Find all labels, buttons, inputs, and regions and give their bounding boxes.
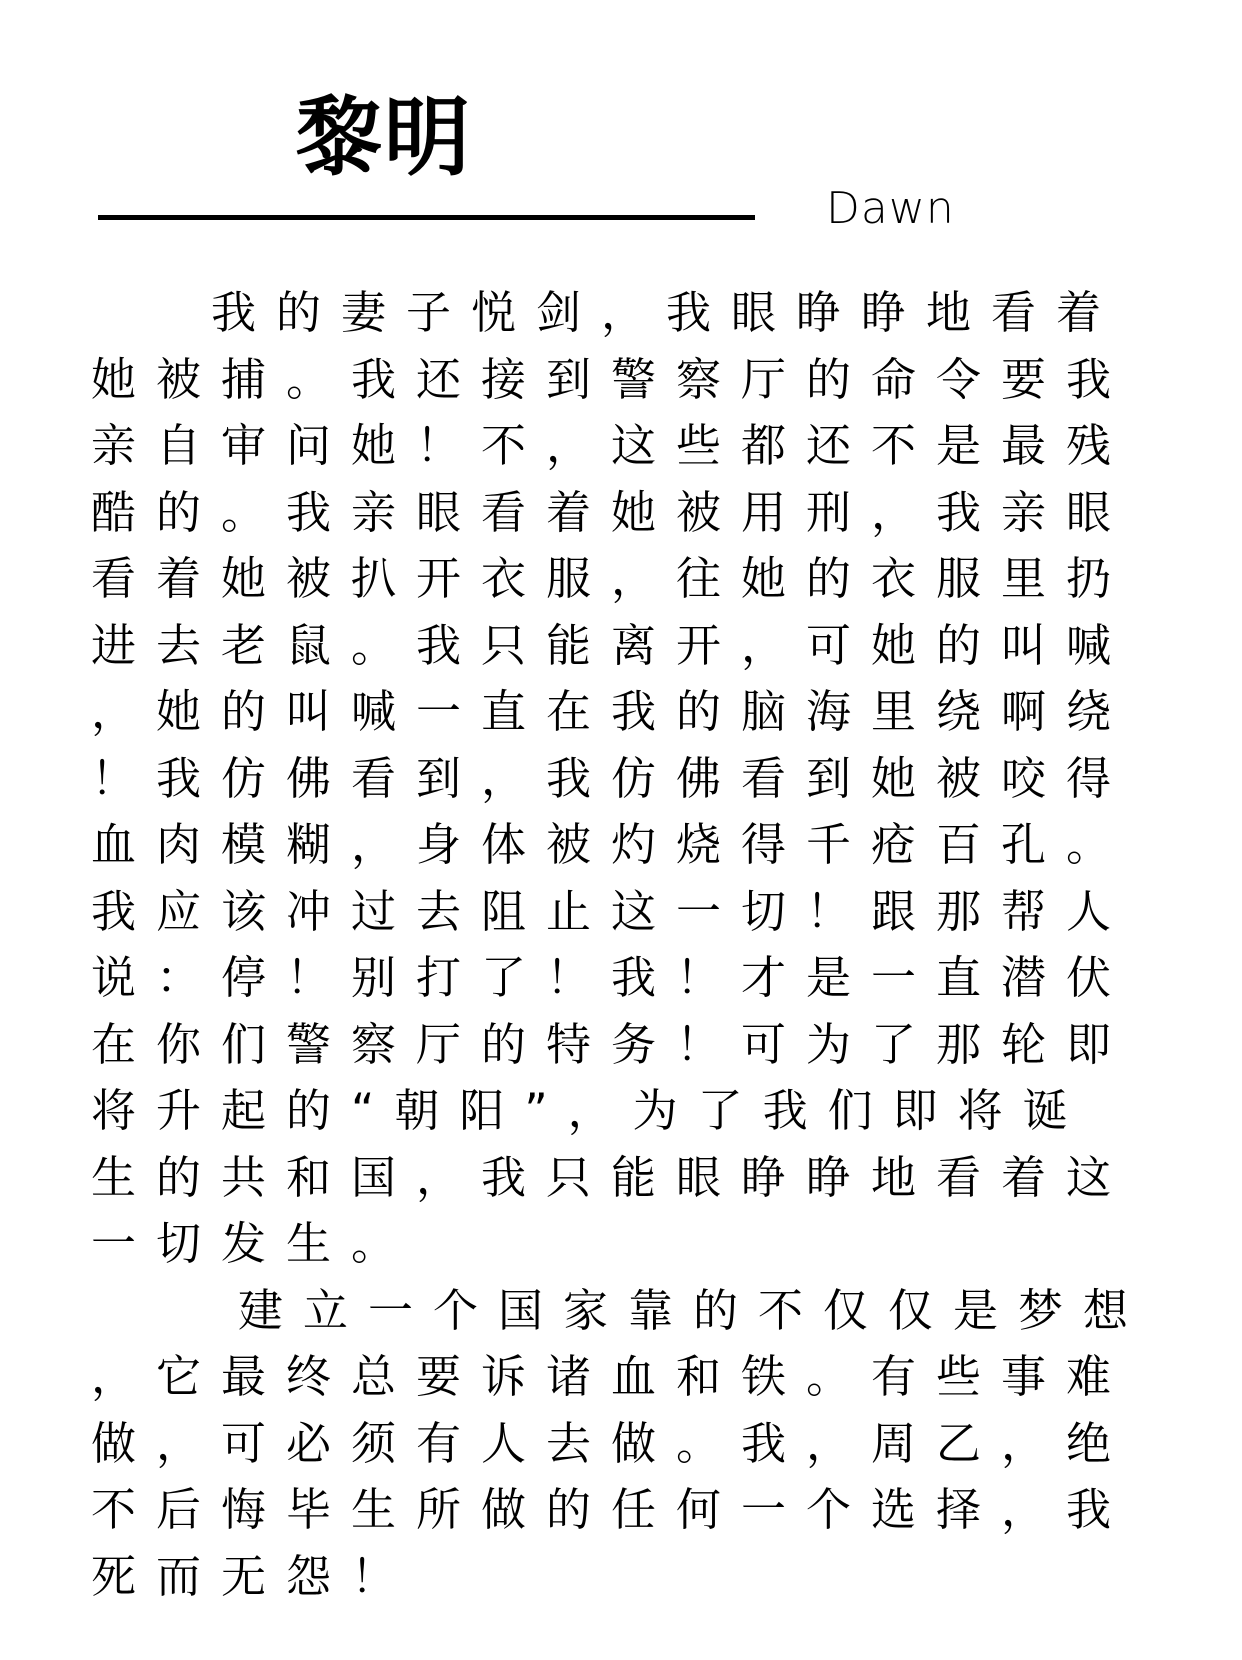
title-divider <box>98 215 755 220</box>
page-title: 黎明 <box>296 88 472 188</box>
paragraph-line: 将升起的“朝阳”，为了我们即将诞 <box>91 1084 1088 1137</box>
paragraph-line: 血肉模糊，身体被灼烧得千疮百孔。 <box>91 818 1132 871</box>
paragraph-line: 建立一个国家靠的不仅仅是梦想 <box>238 1283 1149 1337</box>
body-text <box>91 280 1191 1610</box>
paragraph-line: 一切发生。 <box>91 1217 417 1270</box>
paragraph-line: 不后悔毕生所做的任何一个选择，我 <box>91 1483 1132 1536</box>
paragraph-line: ，她的叫喊一直在我的脑海里绕啊绕 <box>91 685 1132 738</box>
paragraph-line: ！我仿佛看到，我仿佛看到她被咬得 <box>91 751 1132 805</box>
paragraph-line: 我应该冲过去阻止这一切！跟那帮人 <box>91 884 1132 938</box>
page-subtitle: Dawn <box>826 183 955 234</box>
paragraph-line: 酷的。我亲眼看着她被用刑，我亲眼 <box>91 485 1132 539</box>
paragraph-line: 死而无怨！ <box>91 1549 417 1603</box>
paragraph-line: 进去老鼠。我只能离开，可她的叫喊 <box>91 618 1132 672</box>
paragraph-line: ，它最终总要诉诸血和铁。有些事难 <box>91 1350 1132 1403</box>
paragraph-line: 亲自审问她！不，这些都还不是最残 <box>91 419 1132 472</box>
paragraph-line: 做，可必须有人去做。我，周乙，绝 <box>91 1416 1132 1470</box>
paragraph-line: 看着她被扒开衣服，往她的衣服里扔 <box>91 552 1132 605</box>
paragraph-line: 说：停！别打了！我！才是一直潜伏 <box>91 951 1132 1004</box>
paragraph-line: 她被捕。我还接到警察厅的命令要我 <box>91 352 1132 406</box>
paragraph-line: 在你们警察厅的特务！可为了那轮即 <box>91 1017 1132 1071</box>
paragraph-line: 我的妻子悦剑，我眼睁睁地看着 <box>211 286 1122 339</box>
paragraph-line: 生的共和国，我只能眼睁睁地看着这 <box>91 1150 1132 1204</box>
